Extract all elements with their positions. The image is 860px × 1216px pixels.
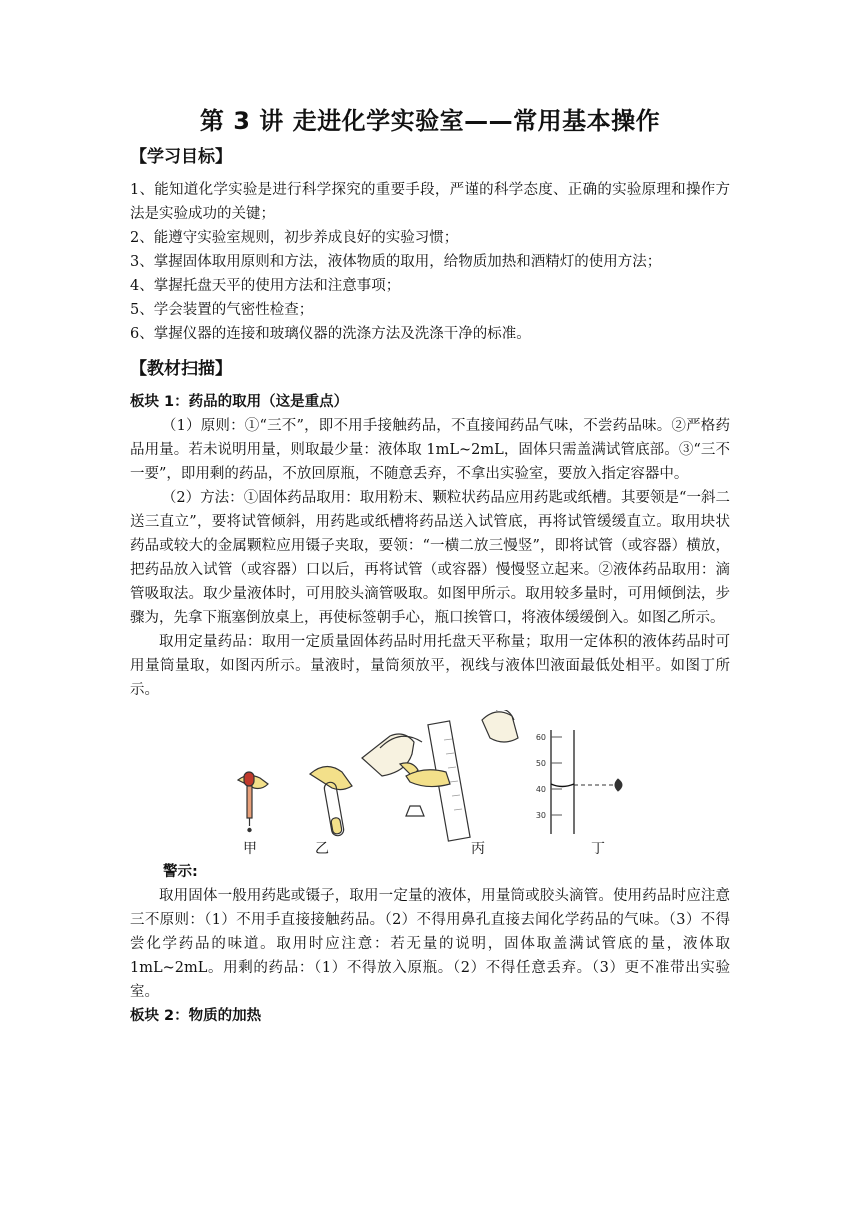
reading-scale-drawing: [551, 730, 622, 834]
figure-caption-yi: 乙: [315, 841, 329, 857]
objectives-heading: 【学习目标】: [130, 147, 232, 167]
page-title: 第 3 讲 走进化学实验室——常用基本操作: [199, 107, 661, 135]
objective-item: 1、能知道化学实验是进行科学探究的重要手段，严谨的科学态度、正确的实验原理和操作方法是实验成功的关键；: [130, 182, 730, 222]
principle-paragraph: （1）原则：①“三不”，即不用手接触药品，不直接闻药品气味，不尝药品味。②严格药品用量。若未说明用量，则取最少量：液体取 1mL~2mL，固体只需盖满试管底部。③“三不一要”，即用剩的药品，不放回原瓶，不随意丢弃，不拿出实验室，要放入指定容器中。: [130, 418, 730, 482]
scale-tick-label: 60: [535, 733, 546, 742]
warning-heading: 警示:: [163, 864, 198, 880]
lab-operations-figure: [130, 710, 730, 860]
objective-item: 2、能遵守实验室规则，初步养成良好的实验习惯；: [130, 230, 459, 246]
block1-title: 板块 1：药品的取用（这是重点）: [130, 394, 349, 410]
method-paragraph: （2）方法：①固体药品取用：取用粉末、颗粒状药品应用药匙或纸槽。其要领是“一斜二送三直立”，要将试管倾斜，用药匙或纸槽将药品送入试管底，再将试管缓缓直立。取用块状药品或较大的金属颗粒应用镊子夹取，要领：“一横二放三慢竖”，即将试管（或容器）横放，把药品放入试管（或容器）口以后，再将试管（或容器）慢慢竖立起来。②液体药品取用：滴管吸取法。取少量液体时，可用胶头滴管吸取。如图甲所示。取用较多量时，可用倾倒法，步骤为，先拿下瓶塞倒放桌上，再使标签朝手心，瓶口挨管口，将液体缓缓倒入。如图乙所示。: [130, 490, 730, 626]
warning-paragraph: 取用固体一般用药匙或镊子，取用一定量的液体，用量筒或胶头滴管。使用药品时应注意三不原则：（1）不用手直接接触药品。（2）不得用鼻孔直接去闻化学药品的气味。（3）不得尝化学药品的味道。取用时应注意：若无量的说明，固体取盖满试管底的量，液体取 1mL~2mL。用剩的药品：（1）不得放入原瓶。（2）不得任意丢弃。（3）更不准带出实验室。: [130, 888, 730, 1000]
quantitative-paragraph: 取用定量药品：取用一定质量固体药品时用托盘天平称量；取用一定体积的液体药品时可用量筒量取，如图丙所示。量液时，量筒须放平，视线与液体凹液面最低处相平。如图丁所示。: [130, 634, 730, 698]
scan-heading: 【教材扫描】: [130, 359, 232, 379]
scale-tick-label: 50: [535, 759, 546, 768]
scale-tick-label: 30: [535, 811, 546, 820]
objective-item: 3、掌握固体取用原则和方法，液体物质的取用，给物质加热和酒精灯的使用方法；: [130, 254, 662, 270]
cylinder-drawing: [406, 710, 518, 841]
dropper-drawing: [238, 772, 268, 832]
document-page: [130, 104, 730, 1028]
figure-caption-ding: 丁: [591, 841, 605, 857]
objective-item: 4、掌握托盘天平的使用方法和注意事项；: [130, 278, 401, 294]
objective-item: 6、掌握仪器的连接和玻璃仪器的洗涤方法及洗涤干净的标准。: [130, 326, 531, 342]
objective-item: 5、学会装置的气密性检查；: [130, 302, 314, 318]
figure-caption-jia: 甲: [243, 841, 257, 857]
figure-caption-bing: 丙: [471, 841, 485, 857]
pouring-drawing: [310, 734, 424, 837]
figure-illustration: [130, 710, 730, 860]
scale-tick-label: 40: [535, 785, 546, 794]
block2-title: 板块 2：物质的加热: [130, 1008, 262, 1024]
